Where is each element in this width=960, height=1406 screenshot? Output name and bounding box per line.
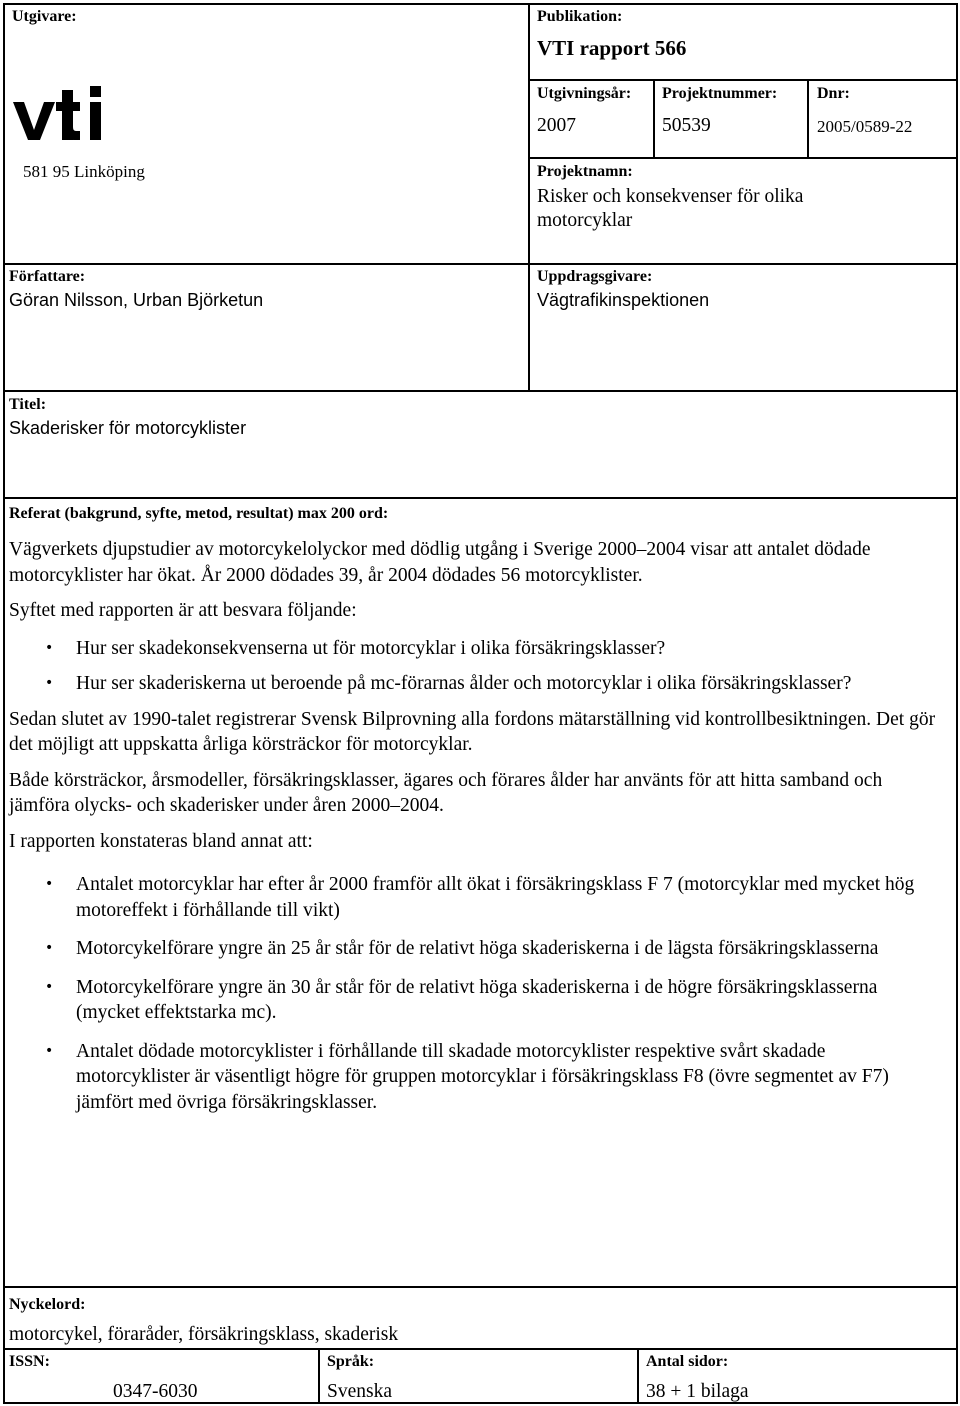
publisher-label: Utgivare: bbox=[12, 8, 77, 25]
publication-divider bbox=[528, 79, 958, 81]
list-item bbox=[9, 872, 944, 923]
bullet-icon: • bbox=[45, 876, 54, 892]
list-item-text: Hur ser skadekonsekvenserna ut för motorcyklar i olika försäkringsklasser? bbox=[76, 637, 666, 659]
bullet-icon: • bbox=[45, 978, 54, 995]
list-item bbox=[9, 936, 944, 962]
list-item-text: Antalet motorcyklar har efter år 2000 framför allt ökat i försäkringsklass F 7 (motorcyklar med mycket hög motoreffekt i förhållande till vikt) bbox=[76, 874, 915, 921]
year-divider bbox=[653, 79, 655, 159]
issn-value: 0347-6030 bbox=[113, 1381, 198, 1402]
issn-label: ISSN: bbox=[9, 1353, 50, 1370]
findings-list bbox=[9, 872, 944, 1115]
title-value: Skaderisker för motorcyklister bbox=[9, 418, 247, 438]
authors-client-section bbox=[3, 263, 958, 392]
project-row-divider bbox=[528, 157, 958, 159]
title-section bbox=[3, 390, 958, 499]
year-label: Utgivningsår: bbox=[537, 85, 632, 102]
list-item-text: Hur ser skaderiskerna ut beroende på mc-förarnas ålder och motorcyklar i olika försäkringsklasser? bbox=[76, 673, 852, 694]
abstract-paragraph: Både körsträckor, årsmodeller, försäkringsklasser, ägares och förares ålder har använts för att hitta samband och jämföra olycks- och skaderisker under åren 2000–2004. bbox=[9, 769, 883, 816]
project-number-value: 50539 bbox=[662, 115, 711, 136]
client-label: Uppdragsgivare: bbox=[537, 268, 653, 285]
vti-logo bbox=[10, 82, 110, 144]
list-item bbox=[9, 671, 944, 697]
keywords-value: motorcykel, föraråder, försäkringsklass, skaderisk bbox=[9, 1324, 399, 1345]
address: 581 95 Linköping bbox=[23, 162, 145, 181]
list-item-text: Antalet dödade motorcyklister i förhållande till skadade motorcyklister respektive svårt skadade motorcyklister är väsentligt högre för gruppen motorcyklar i försäkringsklass F8 (övre segmentet av F7) jämfört med övriga försäkringsklasser. bbox=[76, 1040, 889, 1113]
authors-value: Göran Nilsson, Urban Björketun bbox=[9, 290, 264, 310]
projnum-divider bbox=[807, 79, 809, 159]
authors-label: Författare: bbox=[9, 268, 86, 285]
bullet-icon: • bbox=[45, 940, 54, 956]
abstract-label: Referat (bakgrund, syfte, metod, resultat) max 200 ord: bbox=[9, 505, 389, 522]
issn-divider bbox=[318, 1348, 320, 1404]
dnr-label: Dnr: bbox=[817, 85, 850, 102]
bullet-icon: • bbox=[45, 675, 54, 691]
year-value: 2007 bbox=[537, 115, 576, 136]
vti-logo-mark bbox=[10, 82, 110, 144]
project-name-label: Projektnamn: bbox=[537, 163, 633, 180]
publication-value: VTI rapport 566 bbox=[537, 36, 687, 60]
project-number-label: Projektnummer: bbox=[662, 85, 778, 102]
project-name-value: Risker och konsekvenser för olika motorcyklar bbox=[537, 186, 804, 231]
pages-label: Antal sidor: bbox=[646, 1353, 729, 1370]
list-item-text: Motorcykelförare yngre än 30 år står för de relativt höga skaderiskerna i de högre försäkringsklasserna (mycket effektstarka mc). bbox=[76, 976, 878, 1023]
abstract-paragraph: I rapporten konstateras bland annat att: bbox=[9, 830, 313, 852]
abstract-paragraph: Vägverkets djupstudier av motorcykelolyckor med dödlig utgång i Sverige 2000–2004 visar att antalet dödade motorcyklister har ökat. År 2000 dödades 39, år 2004 dödades 56 motorcyklister. bbox=[9, 539, 871, 586]
pages-value: 38 + 1 bilaga bbox=[646, 1381, 749, 1402]
keywords-label: Nyckelord: bbox=[9, 1296, 86, 1313]
language-divider bbox=[637, 1348, 639, 1404]
list-item bbox=[9, 975, 944, 1026]
list-item-text: Motorcykelförare yngre än 25 år står för de relativt höga skaderiskerna i de lägsta försäkringsklasserna bbox=[76, 938, 879, 959]
abstract-paragraph: Sedan slutet av 1990-talet registrerar Svensk Bilprovning alla fordons mätarställning vid kontrollbesiktningen. Det gör det möjligt att uppskatta årliga körsträckor för motorcyklar. bbox=[9, 708, 936, 755]
header-divider bbox=[528, 3, 530, 265]
title-label: Titel: bbox=[9, 396, 47, 413]
bullet-icon: • bbox=[45, 639, 54, 656]
client-value: Vägtrafikinspektionen bbox=[537, 290, 710, 310]
abstract-body bbox=[9, 537, 944, 1125]
dnr-value: 2005/0589-22 bbox=[817, 117, 913, 136]
bullet-icon: • bbox=[45, 1042, 54, 1059]
abstract-paragraph: Syftet med rapporten är att besvara följande: bbox=[9, 600, 357, 621]
publication-label: Publikation: bbox=[537, 8, 623, 25]
language-value: Svenska bbox=[327, 1381, 392, 1402]
language-label: Språk: bbox=[327, 1353, 375, 1370]
list-item bbox=[9, 636, 944, 662]
question-list bbox=[9, 636, 944, 697]
authors-divider bbox=[528, 263, 530, 392]
list-item bbox=[9, 1039, 944, 1116]
